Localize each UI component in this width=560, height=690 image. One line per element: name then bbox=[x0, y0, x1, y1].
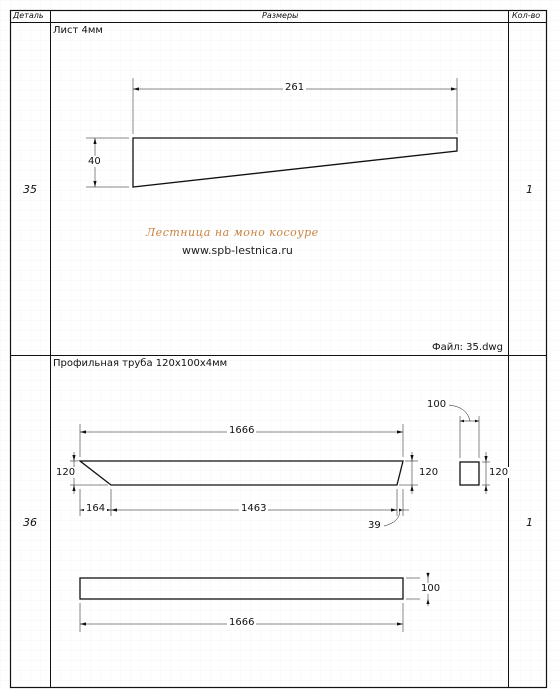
dim-label-261: 261 bbox=[285, 82, 305, 93]
row-35-detail-number: 35 bbox=[23, 183, 37, 196]
row-36-detail-number: 36 bbox=[23, 516, 37, 529]
dim-label-section-width: 100 bbox=[427, 399, 447, 410]
dim-label-bottom-length: 1463 bbox=[241, 503, 267, 514]
dim-label-right-offset: 39 bbox=[368, 520, 381, 531]
dim-label-40: 40 bbox=[88, 156, 101, 167]
row-36-material: Профильная труба 120х100х4мм bbox=[53, 358, 228, 369]
header-detail: Деталь bbox=[13, 11, 44, 20]
dim-label-bottom-view-height: 100 bbox=[421, 583, 441, 594]
dim-label-section-height: 120 bbox=[489, 467, 509, 478]
dim-label-height-left: 120 bbox=[56, 467, 76, 478]
row-36-quantity: 1 bbox=[526, 516, 533, 529]
dim-label-left-offset: 164 bbox=[86, 503, 106, 514]
dim-label-top-length: 1666 bbox=[229, 425, 255, 436]
file-name: Файл: 35.dwg bbox=[432, 342, 503, 353]
dim-label-height-right: 120 bbox=[419, 467, 439, 478]
watermark-text: Лестница на моно косоуре bbox=[146, 226, 319, 239]
dim-label-bottom-view-length: 1666 bbox=[229, 617, 255, 628]
row-35-material: Лист 4мм bbox=[53, 25, 103, 36]
header-size: Размеры bbox=[262, 11, 299, 20]
website-text: www.spb-lestnica.ru bbox=[182, 244, 293, 257]
row-35-quantity: 1 bbox=[526, 183, 533, 196]
header-qty: Кол-во bbox=[512, 11, 541, 20]
